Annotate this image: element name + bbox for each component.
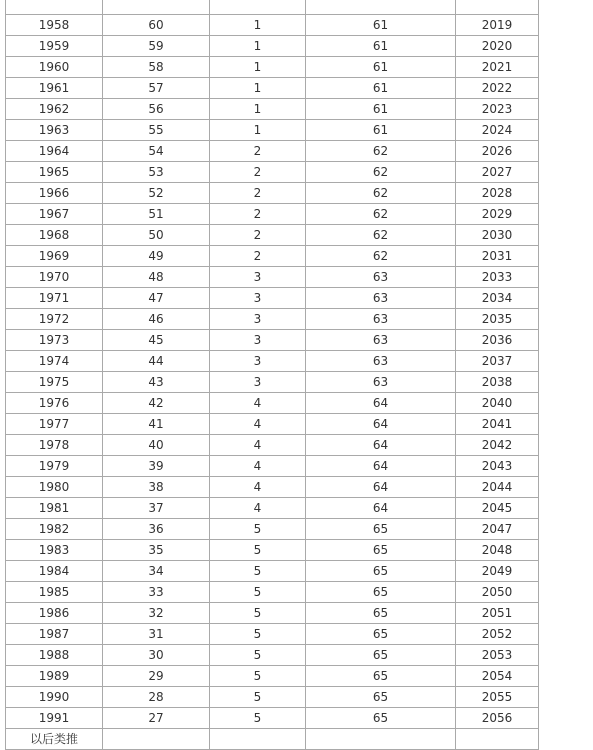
age-cell: 56	[103, 99, 210, 120]
header-cell	[306, 0, 456, 15]
delay-years-cell: 1	[210, 36, 306, 57]
retire-year-cell: 2044	[456, 477, 539, 498]
table-row	[6, 330, 539, 351]
table-row	[6, 561, 539, 582]
age-cell: 54	[103, 141, 210, 162]
delay-years-cell: 1	[210, 120, 306, 141]
birth-year-cell: 1968	[6, 225, 103, 246]
delay-years-cell: 3	[210, 288, 306, 309]
table-row	[6, 708, 539, 729]
birth-year-cell: 1984	[6, 561, 103, 582]
table-row	[6, 540, 539, 561]
retire-year-cell: 2028	[456, 183, 539, 204]
table-row	[6, 309, 539, 330]
retire-year-cell: 2040	[456, 393, 539, 414]
delay-years-cell: 2	[210, 204, 306, 225]
age-cell: 59	[103, 36, 210, 57]
header-cell	[6, 0, 103, 15]
retire-year-cell: 2034	[456, 288, 539, 309]
table-row	[6, 435, 539, 456]
retire-year-cell: 2056	[456, 708, 539, 729]
table-row	[6, 372, 539, 393]
table-row	[6, 288, 539, 309]
retire-year-cell: 2027	[456, 162, 539, 183]
birth-year-cell: 1990	[6, 687, 103, 708]
birth-year-cell: 1959	[6, 36, 103, 57]
retirement-table-container	[5, 0, 539, 750]
table-row	[6, 414, 539, 435]
actual-retire-age-cell: 63	[306, 288, 456, 309]
delay-years-cell: 3	[210, 372, 306, 393]
retire-year-cell: 2050	[456, 582, 539, 603]
delay-years-cell: 4	[210, 456, 306, 477]
table-row	[6, 603, 539, 624]
actual-retire-age-cell: 65	[306, 603, 456, 624]
birth-year-cell: 1961	[6, 78, 103, 99]
delay-years-cell: 5	[210, 540, 306, 561]
age-cell: 53	[103, 162, 210, 183]
header-cell	[456, 0, 539, 15]
actual-retire-age-cell: 64	[306, 414, 456, 435]
birth-year-cell: 1964	[6, 141, 103, 162]
birth-year-cell: 1991	[6, 708, 103, 729]
delay-years-cell: 5	[210, 519, 306, 540]
age-cell: 49	[103, 246, 210, 267]
age-cell: 32	[103, 603, 210, 624]
actual-retire-age-cell: 65	[306, 687, 456, 708]
age-cell: 48	[103, 267, 210, 288]
table-row	[6, 36, 539, 57]
retire-year-cell: 2024	[456, 120, 539, 141]
actual-retire-age-cell: 61	[306, 120, 456, 141]
actual-retire-age-cell: 63	[306, 330, 456, 351]
actual-retire-age-cell: 62	[306, 246, 456, 267]
birth-year-cell: 1981	[6, 498, 103, 519]
table-body	[6, 0, 539, 750]
actual-retire-age-cell: 65	[306, 540, 456, 561]
retire-year-cell: 2031	[456, 246, 539, 267]
table-row	[6, 582, 539, 603]
retire-year-cell: 2026	[456, 141, 539, 162]
birth-year-cell: 1982	[6, 519, 103, 540]
birth-year-cell: 1987	[6, 624, 103, 645]
age-cell: 46	[103, 309, 210, 330]
delay-years-cell: 3	[210, 351, 306, 372]
birth-year-cell: 1985	[6, 582, 103, 603]
actual-retire-age-cell: 64	[306, 393, 456, 414]
header-cell	[103, 0, 210, 15]
table-row	[6, 78, 539, 99]
actual-retire-age-cell: 62	[306, 183, 456, 204]
retire-year-cell: 2053	[456, 645, 539, 666]
actual-retire-age-cell: 64	[306, 435, 456, 456]
actual-retire-age-cell: 61	[306, 57, 456, 78]
footer-empty-cell	[306, 729, 456, 750]
table-row	[6, 141, 539, 162]
retire-year-cell: 2023	[456, 99, 539, 120]
age-cell: 50	[103, 225, 210, 246]
table-row	[6, 666, 539, 687]
birth-year-cell: 1975	[6, 372, 103, 393]
birth-year-cell: 1974	[6, 351, 103, 372]
birth-year-cell: 1969	[6, 246, 103, 267]
actual-retire-age-cell: 65	[306, 561, 456, 582]
table-header-row	[6, 0, 539, 15]
birth-year-cell: 1960	[6, 57, 103, 78]
delay-years-cell: 4	[210, 435, 306, 456]
retire-year-cell: 2051	[456, 603, 539, 624]
table-row	[6, 351, 539, 372]
table-row	[6, 498, 539, 519]
age-cell: 41	[103, 414, 210, 435]
age-cell: 37	[103, 498, 210, 519]
delay-years-cell: 5	[210, 624, 306, 645]
delay-years-cell: 5	[210, 708, 306, 729]
retire-year-cell: 2047	[456, 519, 539, 540]
age-cell: 39	[103, 456, 210, 477]
delay-years-cell: 3	[210, 267, 306, 288]
delay-years-cell: 4	[210, 498, 306, 519]
age-cell: 57	[103, 78, 210, 99]
age-cell: 29	[103, 666, 210, 687]
actual-retire-age-cell: 64	[306, 477, 456, 498]
table-row	[6, 456, 539, 477]
delay-years-cell: 1	[210, 15, 306, 36]
age-cell: 51	[103, 204, 210, 225]
table-row	[6, 267, 539, 288]
footer-empty-cell	[103, 729, 210, 750]
retire-year-cell: 2042	[456, 435, 539, 456]
age-cell: 33	[103, 582, 210, 603]
birth-year-cell: 1966	[6, 183, 103, 204]
birth-year-cell: 1971	[6, 288, 103, 309]
retire-year-cell: 2035	[456, 309, 539, 330]
delay-years-cell: 2	[210, 246, 306, 267]
age-cell: 47	[103, 288, 210, 309]
actual-retire-age-cell: 63	[306, 309, 456, 330]
table-row	[6, 204, 539, 225]
birth-year-cell: 1988	[6, 645, 103, 666]
age-cell: 38	[103, 477, 210, 498]
table-row	[6, 120, 539, 141]
age-cell: 31	[103, 624, 210, 645]
retire-year-cell: 2054	[456, 666, 539, 687]
footer-note: 以后类推	[6, 729, 103, 750]
table-row	[6, 225, 539, 246]
table-row	[6, 393, 539, 414]
age-cell: 52	[103, 183, 210, 204]
table-row	[6, 57, 539, 78]
actual-retire-age-cell: 64	[306, 498, 456, 519]
retire-year-cell: 2037	[456, 351, 539, 372]
birth-year-cell: 1967	[6, 204, 103, 225]
age-cell: 55	[103, 120, 210, 141]
age-cell: 28	[103, 687, 210, 708]
table-row	[6, 246, 539, 267]
age-cell: 36	[103, 519, 210, 540]
actual-retire-age-cell: 65	[306, 582, 456, 603]
age-cell: 27	[103, 708, 210, 729]
age-cell: 30	[103, 645, 210, 666]
age-cell: 34	[103, 561, 210, 582]
actual-retire-age-cell: 63	[306, 351, 456, 372]
retire-year-cell: 2033	[456, 267, 539, 288]
retire-year-cell: 2030	[456, 225, 539, 246]
birth-year-cell: 1962	[6, 99, 103, 120]
delay-years-cell: 5	[210, 582, 306, 603]
birth-year-cell: 1965	[6, 162, 103, 183]
actual-retire-age-cell: 65	[306, 624, 456, 645]
table-row	[6, 99, 539, 120]
header-cell	[210, 0, 306, 15]
retire-year-cell: 2021	[456, 57, 539, 78]
birth-year-cell: 1976	[6, 393, 103, 414]
actual-retire-age-cell: 62	[306, 225, 456, 246]
table-footer-row	[6, 729, 539, 750]
birth-year-cell: 1963	[6, 120, 103, 141]
delay-years-cell: 2	[210, 162, 306, 183]
retire-year-cell: 2055	[456, 687, 539, 708]
retire-year-cell: 2045	[456, 498, 539, 519]
retire-year-cell: 2036	[456, 330, 539, 351]
actual-retire-age-cell: 62	[306, 162, 456, 183]
delay-years-cell: 4	[210, 477, 306, 498]
delay-years-cell: 3	[210, 309, 306, 330]
age-cell: 43	[103, 372, 210, 393]
actual-retire-age-cell: 65	[306, 708, 456, 729]
delay-years-cell: 2	[210, 183, 306, 204]
retire-year-cell: 2041	[456, 414, 539, 435]
age-cell: 35	[103, 540, 210, 561]
retire-year-cell: 2038	[456, 372, 539, 393]
birth-year-cell: 1970	[6, 267, 103, 288]
birth-year-cell: 1977	[6, 414, 103, 435]
actual-retire-age-cell: 64	[306, 456, 456, 477]
delay-years-cell: 5	[210, 687, 306, 708]
retire-year-cell: 2019	[456, 15, 539, 36]
birth-year-cell: 1983	[6, 540, 103, 561]
table-row	[6, 15, 539, 36]
retire-year-cell: 2022	[456, 78, 539, 99]
retire-year-cell: 2043	[456, 456, 539, 477]
actual-retire-age-cell: 61	[306, 36, 456, 57]
delay-years-cell: 5	[210, 645, 306, 666]
actual-retire-age-cell: 65	[306, 666, 456, 687]
actual-retire-age-cell: 62	[306, 141, 456, 162]
delay-years-cell: 5	[210, 666, 306, 687]
age-cell: 40	[103, 435, 210, 456]
delay-years-cell: 1	[210, 99, 306, 120]
birth-year-cell: 1979	[6, 456, 103, 477]
delay-years-cell: 4	[210, 414, 306, 435]
birth-year-cell: 1972	[6, 309, 103, 330]
retirement-table	[5, 0, 539, 750]
age-cell: 44	[103, 351, 210, 372]
birth-year-cell: 1973	[6, 330, 103, 351]
birth-year-cell: 1989	[6, 666, 103, 687]
delay-years-cell: 5	[210, 561, 306, 582]
table-row	[6, 519, 539, 540]
birth-year-cell: 1980	[6, 477, 103, 498]
delay-years-cell: 4	[210, 393, 306, 414]
retire-year-cell: 2048	[456, 540, 539, 561]
footer-empty-cell	[456, 729, 539, 750]
actual-retire-age-cell: 65	[306, 519, 456, 540]
delay-years-cell: 2	[210, 141, 306, 162]
retire-year-cell: 2052	[456, 624, 539, 645]
delay-years-cell: 1	[210, 57, 306, 78]
delay-years-cell: 1	[210, 78, 306, 99]
retire-year-cell: 2049	[456, 561, 539, 582]
age-cell: 45	[103, 330, 210, 351]
age-cell: 42	[103, 393, 210, 414]
delay-years-cell: 2	[210, 225, 306, 246]
actual-retire-age-cell: 62	[306, 204, 456, 225]
age-cell: 58	[103, 57, 210, 78]
birth-year-cell: 1958	[6, 15, 103, 36]
delay-years-cell: 5	[210, 603, 306, 624]
table-row	[6, 624, 539, 645]
retire-year-cell: 2029	[456, 204, 539, 225]
table-row	[6, 162, 539, 183]
birth-year-cell: 1978	[6, 435, 103, 456]
delay-years-cell: 3	[210, 330, 306, 351]
birth-year-cell: 1986	[6, 603, 103, 624]
table-row	[6, 183, 539, 204]
actual-retire-age-cell: 61	[306, 78, 456, 99]
table-row	[6, 477, 539, 498]
actual-retire-age-cell: 63	[306, 267, 456, 288]
actual-retire-age-cell: 63	[306, 372, 456, 393]
table-row	[6, 645, 539, 666]
footer-empty-cell	[210, 729, 306, 750]
actual-retire-age-cell: 65	[306, 645, 456, 666]
retire-year-cell: 2020	[456, 36, 539, 57]
age-cell: 60	[103, 15, 210, 36]
table-row	[6, 687, 539, 708]
actual-retire-age-cell: 61	[306, 99, 456, 120]
actual-retire-age-cell: 61	[306, 15, 456, 36]
